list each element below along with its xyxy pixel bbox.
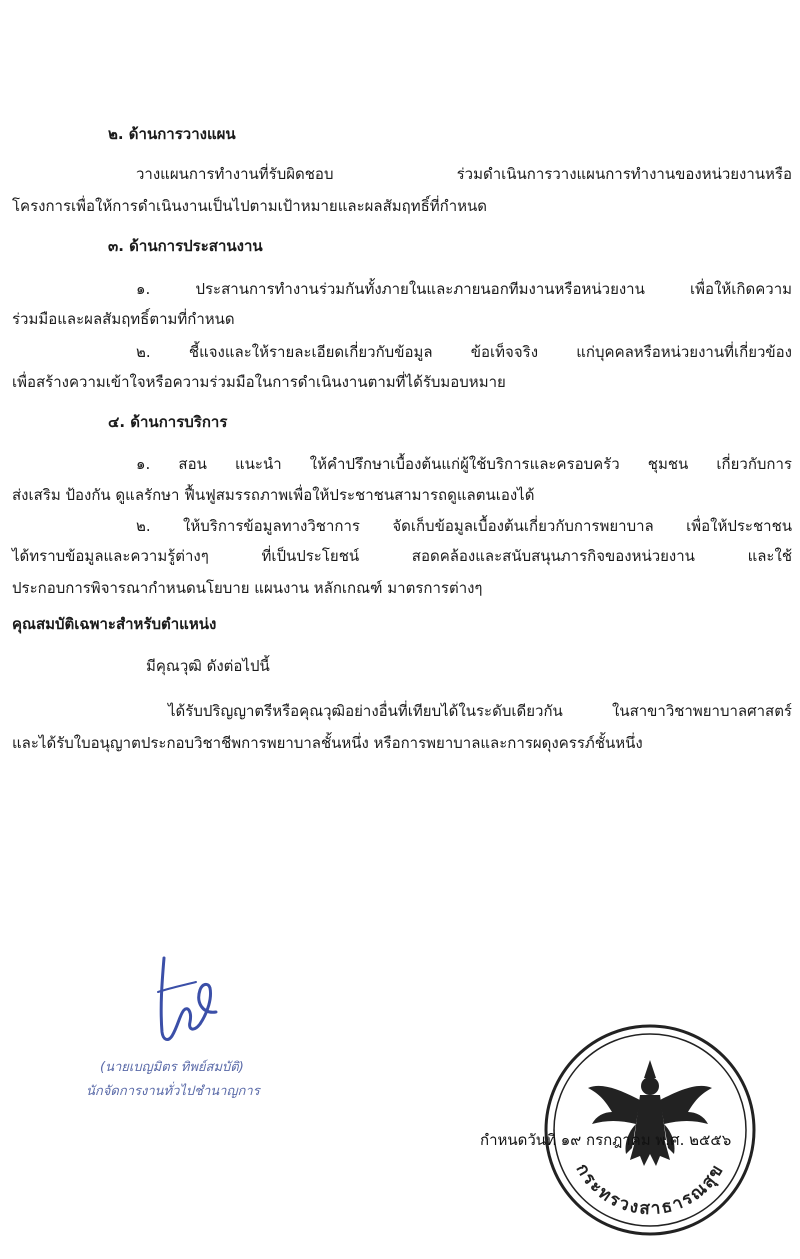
section-service-heading: ๔. ด้านการบริการ [108, 413, 228, 431]
qualifications-line-1: ได้รับปริญญาตรีหรือคุณวุฒิอย่างอื่นที่เทียบได้ในระดับเดียวกัน ในสาขาวิชาพยาบาลศาสตร์ [168, 702, 792, 720]
section-planning-heading: ๒. ด้านการวางแผน [108, 125, 236, 143]
service-line-5: ประกอบการพิจารณากำหนดนโยบาย แผนงาน หลักเกณฑ์ มาตรการต่างๆ [12, 579, 483, 597]
coordination-line-3: ๒. ชี้แจงและให้รายละเอียดเกี่ยวกับข้อมูล ข้อเท็จจริง แก่บุคคลหรือหน่วยงานที่เกี่ยวข้อง [136, 343, 792, 361]
qualifications-heading: คุณสมบัติเฉพาะสำหรับตำแหน่ง [12, 615, 217, 633]
signatory-position: นักจัดการงานทั่วไปชำนาญการ [86, 1084, 260, 1099]
service-line-2: ส่งเสริม ป้องกัน ดูแลรักษา ฟื้นฟูสมรรถภาพเพื่อให้ประชาชนสามารถดูแลตนเองได้ [12, 486, 535, 504]
service-line-1: ๑. สอน แนะนำ ให้คำปรึกษาเบื้องต้นแก่ผู้ใช้บริการและครอบครัว ชุมชน เกี่ยวกับการ [136, 455, 792, 473]
qualifications-line-2: และได้รับใบอนุญาตประกอบวิชาชีพการพยาบาลชั้นหนึ่ง หรือการพยาบาลและการผดุงครรภ์ชั้นหนึ่ง [12, 734, 643, 752]
seal-text: กระทรวงสาธารณสุข [571, 1160, 729, 1220]
signature [150, 952, 230, 1052]
coordination-line-1: ๑. ประสานการทำงานร่วมกันทั้งภายในและภายนอกทีมงานหรือหน่วยงาน เพื่อให้เกิดความ [136, 280, 792, 298]
planning-line-2: โครงการเพื่อให้การดำเนินงานเป็นไปตามเป้าหมายและผลสัมฤทธิ์ที่กำหนด [12, 197, 488, 215]
section-coordination-heading: ๓. ด้านการประสานงาน [108, 237, 263, 255]
coordination-line-4: เพื่อสร้างความเข้าใจหรือความร่วมมือในการดำเนินงานตามที่ได้รับมอบหมาย [12, 373, 506, 391]
service-line-4: ได้ทราบข้อมูลและความรู้ต่างๆ ที่เป็นประโยชน์ สอดคล้องและสนับสนุนภารกิจของหน่วยงาน และใช้ [12, 547, 792, 565]
announcement-date: กำหนดวันที่ ๑๙ กรกฎาคม พ.ศ. ๒๕๕๖ [480, 1131, 732, 1149]
planning-line-1: วางแผนการทำงานที่รับผิดชอบ ร่วมดำเนินการวางแผนการทำงานของหน่วยงานหรือ [136, 165, 792, 183]
coordination-line-2: ร่วมมือและผลสัมฤทธิ์ตามที่กำหนด [12, 310, 235, 328]
signatory-name: (นายเบญมิตร ทิพย์สมบัติ) [100, 1060, 244, 1075]
service-line-3: ๒. ให้บริการข้อมูลทางวิชาการ จัดเก็บข้อมูลเบื้องต้นเกี่ยวกับการพยาบาล เพื่อให้ประชาชน [136, 517, 792, 535]
svg-text:กระทรวงสาธารณสุข [572, 1160, 729, 1219]
qualifications-intro: มีคุณวุฒิ ดังต่อไปนี้ [146, 657, 270, 675]
